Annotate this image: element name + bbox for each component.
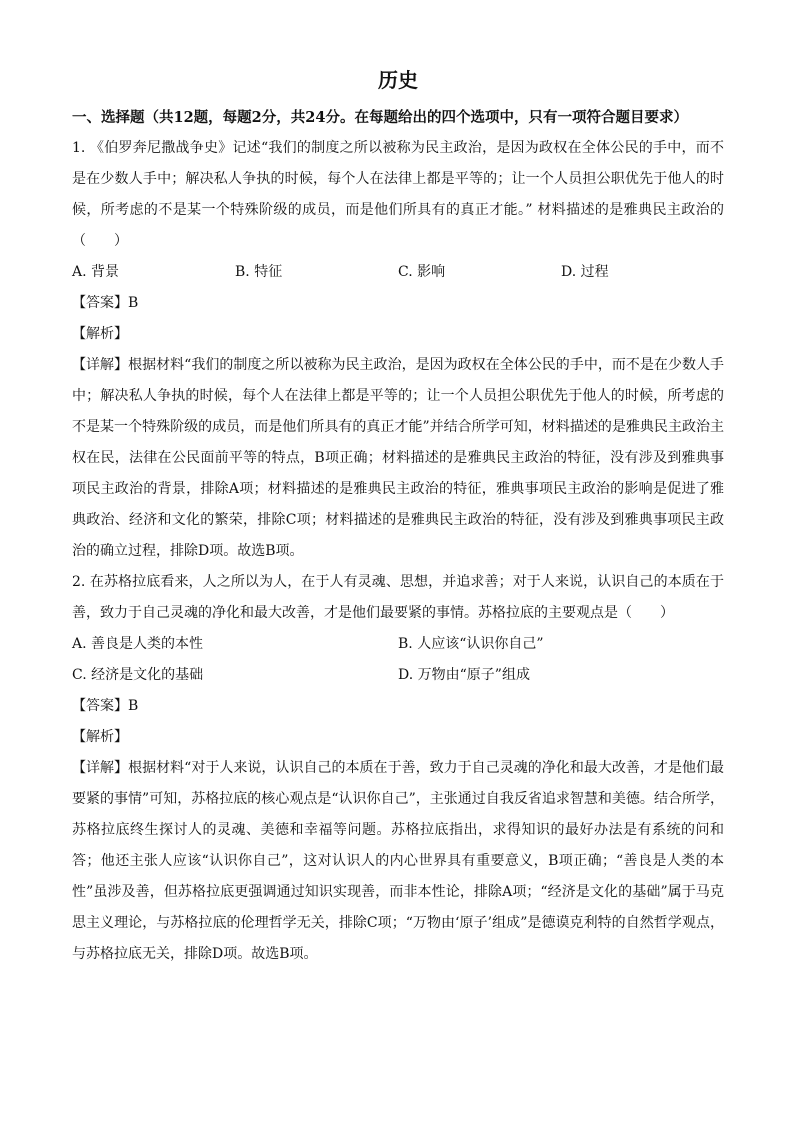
question-stem: 2. 在苏格拉底看来，人之所以为人，在于人有灵魂、思想，并追求善；对于人来说，认识自己的本质在于善，致力于自己灵魂的净化和最大改善，才是他们最要紧的事情。苏格拉底的主要观点是（ ） (72, 574, 724, 621)
question-2 (72, 567, 724, 970)
options-grid (72, 629, 724, 691)
page-title: 历史 (378, 68, 418, 92)
detail-explanation: 【详解】根据材料“对于人来说，认识自己的本质在于善，致力于自己灵魂的净化和最大改善，才是他们最要紧的事情”可知，苏格拉底的核心观点是“认识你自己”，主张通过自我反省追求智慧和美德。结合所学，苏格拉底终生探讨人的灵魂、美德和幸福等问题。苏格拉底指出，求得知识的最好办法是有系统的问和答；他还主张人应该“认识你自己”，这对认识人的内心世界具有重要意义，B项正确；“善良是人类的本性”虽涉及善，但苏格拉底更强调通过知识实现善，而非本性论，排除A项；“经济是文化的基础”属于马克思主义理论，与苏格拉底的伦理哲学无关，排除C项；“万物由‘原子’组成”是德谟克利特的自然哲学观点，与苏格拉底无关，排除D项。故选B项。 (72, 760, 724, 962)
analysis-label: 【解析】 (72, 729, 128, 745)
option-b: B. 人应该“认识你自己” (398, 636, 544, 652)
section-heading: 一、选择题（共12题，每题2分，共24分。在每题给出的四个选项中，只有一项符合题目要求） (72, 109, 688, 126)
options-row (72, 257, 724, 288)
question-1 (72, 133, 724, 567)
option-a: A. 善良是人类的本性 (72, 636, 204, 652)
question-stem: 1. 《伯罗奔尼撒战争史》记述“我们的制度之所以被称为民主政治，是因为政权在全体公民的手中，而不是在少数人手中；解决私人争执的时候，每个人在法律上都是平等的；让一个人员担公职优先于他人的时候，所考虑的不是某一个特殊阶级的成员，而是他们所具有的真正才能。” 材料描述的是雅典民主政治的（ ） (72, 140, 724, 249)
detail-explanation: 【详解】根据材料“我们的制度之所以被称为民主政治，是因为政权在全体公民的手中，而不是在少数人手中；解决私人争执的时候，每个人在法律上都是平等的；让一个人员担公职优先于他人的时候，所考虑的不是某一个特殊阶级的成员，而是他们所具有的真正才能”并结合所学可知，材料描述的是雅典民主政治主权在民，法律在公民面前平等的特点，B项正确；材料描述的是雅典民主政治的特征，没有涉及到雅典事项民主政治的背景，排除A项；材料描述的是雅典民主政治的特征，雅典事项民主政治的影响是促进了雅典政治、经济和文化的繁荣，排除C项；材料描述的是雅典民主政治的特征，没有涉及到雅典事项民主政治的确立过程，排除D项。故选B项。 (72, 357, 724, 559)
analysis-label: 【解析】 (72, 326, 128, 342)
option-c: C. 经济是文化的基础 (72, 667, 204, 683)
option-a: A. 背景 (72, 264, 120, 280)
option-d: D. 万物由“原子”组成 (398, 667, 530, 683)
answer-line: 【答案】B (72, 698, 139, 714)
option-c: C. 影响 (398, 264, 446, 280)
option-b: B. 特征 (235, 264, 283, 280)
answer-line: 【答案】B (72, 295, 139, 311)
option-d: D. 过程 (561, 264, 609, 280)
exam-page (72, 62, 724, 970)
